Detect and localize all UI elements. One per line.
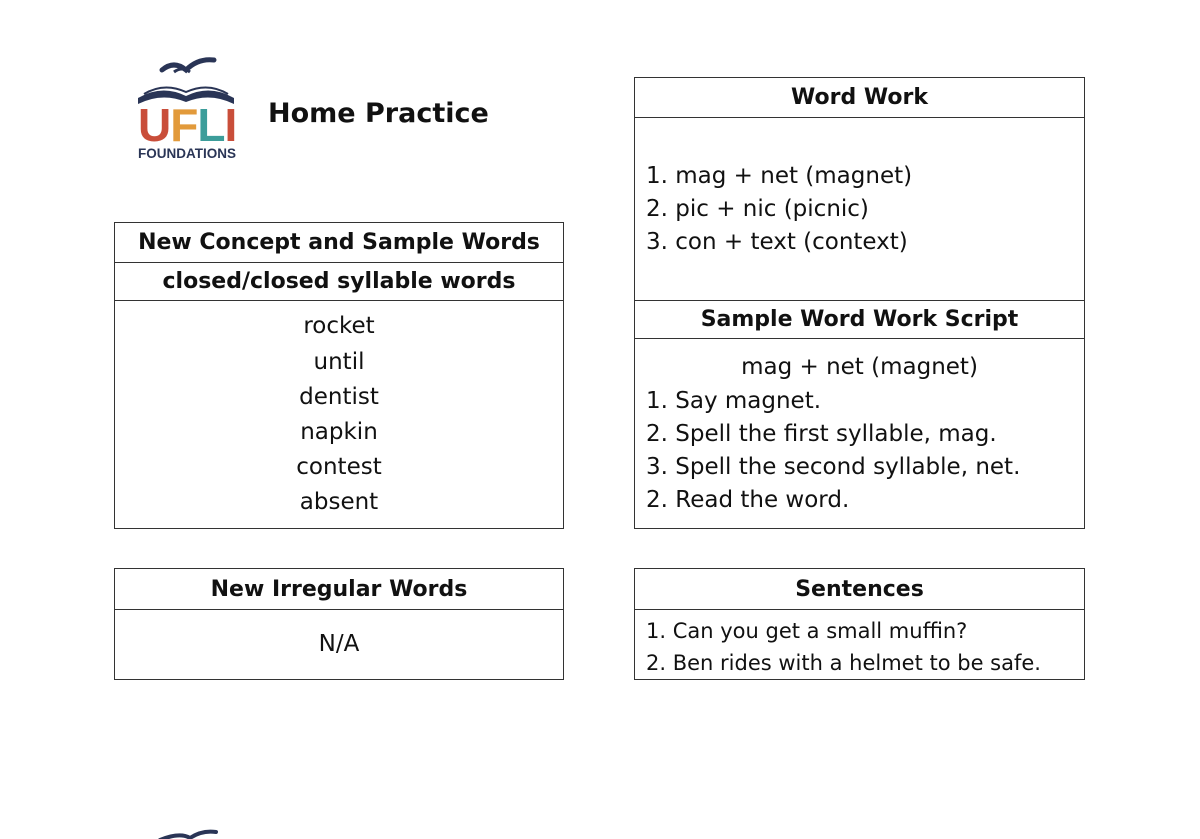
next-page-logo-fragment [150,826,220,839]
logo-wordmark: UFLI [138,99,237,151]
concept-subheader: closed/closed syllable words [115,263,563,301]
word-work-item: 2. pic + nic (picnic) [646,196,869,222]
bird-icon [150,828,220,839]
script-step: 2. Spell the first syllable, mag. [646,421,997,447]
sentences-header: Sentences [635,569,1084,610]
page-title: Home Practice [268,98,489,129]
logo-subtitle: FOUNDATIONS [138,146,236,161]
irregular-header: New Irregular Words [115,569,563,610]
word-work-box [634,77,1085,529]
script-step: 1. Say magnet. [646,388,822,414]
sentence-item: 2. Ben rides with a helmet to be safe. [646,651,1041,675]
sample-word: napkin [300,419,378,445]
word-work-header: Word Work [635,78,1084,118]
script-example: mag + net (magnet) [741,354,978,380]
sample-word: contest [296,454,382,480]
script-step: 2. Read the word. [646,487,850,513]
sentence-item: 1. Can you get a small muffin? [646,619,968,643]
irregular-box [114,568,564,680]
irregular-value: N/A [318,631,360,657]
ufli-logo [134,56,238,168]
sentences-box [634,568,1085,680]
word-work-item: 3. con + text (context) [646,229,908,255]
concept-header: New Concept and Sample Words [115,223,563,263]
concept-box [114,222,564,529]
script-step: 3. Spell the second syllable, net. [646,454,1021,480]
sample-word: dentist [299,384,379,410]
word-work-item: 1. mag + net (magnet) [646,163,913,189]
script-header: Sample Word Work Script [635,300,1084,339]
sample-word: absent [299,489,379,515]
sample-word: rocket [303,313,375,339]
sample-word: until [313,349,365,375]
